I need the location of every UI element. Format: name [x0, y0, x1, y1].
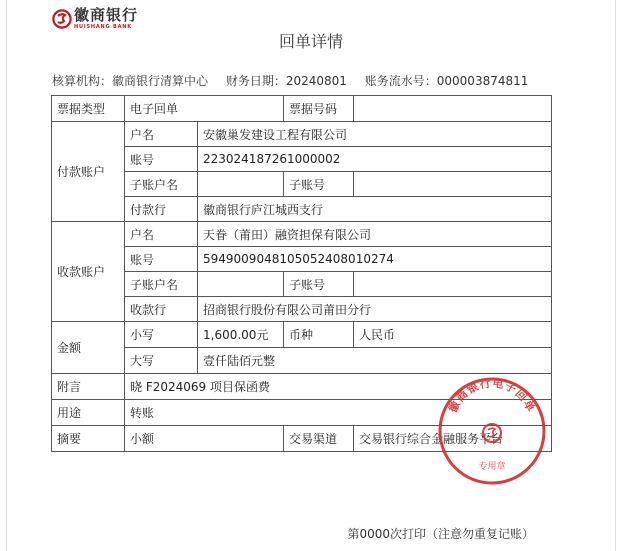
- payee-subaccount-no-value: [354, 272, 552, 297]
- finance-date-text: 财务日期：20240801: [225, 74, 347, 88]
- summary-label: 摘要: [52, 426, 125, 452]
- receipt-meta: [52, 72, 542, 89]
- bank-logo: [52, 8, 138, 30]
- purpose-label: 用途: [52, 400, 125, 426]
- table-row: [52, 272, 552, 297]
- payer-subaccount-no-value: [354, 172, 552, 197]
- bill-number-value: [354, 96, 552, 122]
- table-row: [52, 247, 552, 272]
- payer-bank-value: 徽商银行庐江城西支行: [198, 197, 552, 222]
- amount-big-label: 大写: [125, 348, 198, 374]
- payee-section-label: 收款账户: [52, 222, 125, 322]
- payer-name-value: 安徽巢发建设工程有限公司: [198, 122, 552, 147]
- amount-big-value: 壹仟陆佰元整: [198, 348, 552, 374]
- table-row: [52, 322, 552, 348]
- payee-subaccount-name-label: 子账户名: [125, 272, 198, 297]
- memo-value: 晓 F2024069 项目保函费: [125, 374, 552, 400]
- payee-subaccount-name-value: [198, 272, 284, 297]
- amount-small-value: 1,600.00元: [198, 322, 284, 348]
- payee-subaccount-no-label: 子账号: [284, 272, 354, 297]
- page-edge-right: [615, 0, 616, 551]
- bill-type-label: 票据类型: [52, 96, 125, 122]
- payer-account-label: 账号: [125, 147, 198, 172]
- payee-name-label: 户名: [125, 222, 198, 247]
- bill-number-label: 票据号码: [284, 96, 354, 122]
- channel-label: 交易渠道: [284, 426, 354, 452]
- payer-account-value: 223024187261000002: [198, 147, 552, 172]
- table-row: [52, 197, 552, 222]
- bank-logo-name: 徽商银行: [74, 6, 139, 24]
- memo-label: 附言: [52, 374, 125, 400]
- page-title: 回单详情: [278, 32, 343, 51]
- bank-logo-english: HUISHANG BANK: [74, 24, 132, 30]
- purpose-value: 转账: [125, 400, 552, 426]
- table-row: [52, 222, 552, 247]
- table-row: [52, 348, 552, 374]
- payer-name-label: 户名: [125, 122, 198, 147]
- payee-name-value: 天眷（莆田）融资担保有限公司: [198, 222, 552, 247]
- bill-type-value: 电子回单: [125, 96, 284, 122]
- amount-small-label: 小写: [125, 322, 198, 348]
- payer-bank-label: 付款行: [125, 197, 198, 222]
- page-edge-left: [6, 0, 7, 551]
- print-count-note: 第0000次打印（注意勿重复记账）: [347, 527, 534, 541]
- table-row: [52, 122, 552, 147]
- payee-account-label: 账号: [125, 247, 198, 272]
- payee-account-value: 5949009048105052408010274: [198, 247, 552, 272]
- agency-text: 核算机构：徽商银行清算中心: [52, 74, 209, 88]
- bank-logo-icon: [52, 9, 72, 29]
- payee-bank-value: 招商银行股份有限公司莆田分行: [198, 297, 552, 322]
- seal-subtitle: 专用章: [478, 462, 506, 472]
- payee-bank-label: 收款行: [125, 297, 198, 322]
- payer-subaccount-name-label: 子账户名: [125, 172, 198, 197]
- currency-value: 人民币: [354, 322, 552, 348]
- table-row: [52, 297, 552, 322]
- amount-section-label: 金额: [52, 322, 125, 374]
- table-row: [52, 172, 552, 197]
- currency-label: 币种: [284, 322, 354, 348]
- payer-section-label: 付款账户: [52, 122, 125, 222]
- payer-subaccount-no-label: 子账号: [284, 172, 354, 197]
- table-row: [52, 147, 552, 172]
- serial-number-text: 账务流水号：000003874811: [364, 74, 529, 88]
- bank-seal-stamp: [436, 375, 548, 487]
- svg-text:徽商银行电子回单: 徽商银行电子回单: [446, 376, 538, 415]
- channel-value: 交易银行综合金融服务平台: [354, 426, 552, 452]
- summary-value: 小额: [125, 426, 284, 452]
- table-row: [52, 96, 552, 122]
- payer-subaccount-name-value: [198, 172, 284, 197]
- seal-emblem-icon: [483, 424, 501, 442]
